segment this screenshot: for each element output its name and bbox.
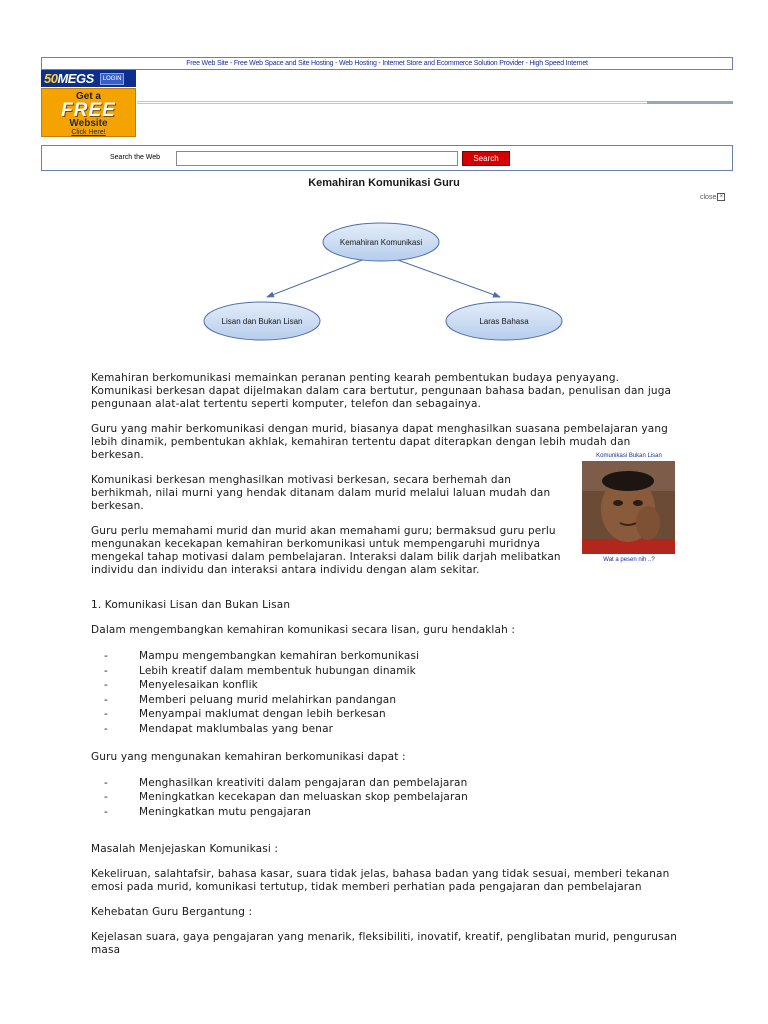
- article-paragraph-2: Guru yang mahir berkomunikasi dengan murid, biasanya dapat menghasilkan suasana pembelajaran yang lebih dinamik, pembentukan akhlak, kemahiran tertentu dapat diterapkan dengan lebih mudah dan berkesan.: [91, 423, 668, 461]
- article-paragraph-3: Komunikasi berkesan menghasilkan motivasi berkesan, secara berhemah dan berhikmah, nilai murni yang hendak ditanam dalam murid melalui laluan mudah dan berkesan.: [91, 474, 551, 512]
- 50megs-logo-bar[interactable]: [41, 70, 136, 87]
- list-item: - Lebih kreatif dalam membentuk hubungan dinamik: [91, 664, 681, 679]
- free-website-ad[interactable]: [41, 88, 136, 137]
- list-item: - Memberi peluang murid melahirkan pandangan: [91, 693, 681, 708]
- search-label: Search the Web: [110, 154, 161, 161]
- list-benefits: [91, 776, 681, 820]
- list-item: - Mampu mengembangkan kemahiran berkomunikasi: [91, 649, 681, 664]
- free-ad-website: Website: [69, 118, 108, 129]
- diagram-node-right: Laras Bahasa: [479, 317, 529, 326]
- free-ad-get: Get a: [75, 91, 101, 102]
- masalah-heading: Masalah Menjejaskan Komunikasi :: [91, 843, 279, 856]
- logo-number: 50: [44, 71, 58, 86]
- kehebatan-heading: Kehebatan Guru Bergantung :: [91, 906, 253, 919]
- click-here-link[interactable]: Click Here!: [71, 129, 106, 136]
- kehebatan-text: Kejelasan suara, gaya pengajaran yang menarik, fleksibiliti, inovatif, kreatif, penglibatan murid, pengurusan masa: [91, 931, 678, 957]
- article-paragraph-1: Kemahiran berkomunikasi memainkan peranan penting kearah pembentukan budaya penyayang. Komunikasi berkesan dapat dijelmakan dalam cara bertutur, pengunaan bahasa badan, penulisan dan juga pengunaan alat-alat tertentu seperti komputer, telefon dan sebagainya.: [91, 372, 672, 410]
- close-button[interactable]: [700, 193, 725, 201]
- article-content: [91, 372, 681, 969]
- list-item: - Meningkatkan kecekapan dan meluaskan skop pembelajaran: [91, 790, 681, 805]
- ad-links-bar[interactable]: Free Web Site - Free Web Space and Site Hosting - Web Hosting - Internet Store and Ecommerce Solution Provider - High Speed Internet: [41, 57, 733, 70]
- page-title: Kemahiran Komunikasi Guru: [308, 177, 460, 189]
- free-ad-headline: FREE: [61, 100, 116, 121]
- list-item: - Menghasilkan kreativiti dalam pengajaran dan pembelajaran: [91, 776, 681, 791]
- login-button[interactable]: LOGIN: [100, 73, 125, 85]
- list-item: - Menyelesaikan konflik: [91, 678, 681, 693]
- search-input[interactable]: [176, 151, 458, 166]
- search-button[interactable]: Search: [462, 151, 510, 166]
- search-bar: [41, 145, 733, 171]
- 50megs-logo[interactable]: [41, 71, 94, 86]
- ad-banner[interactable]: [41, 70, 136, 137]
- list-item: - Mendapat maklumbalas yang benar: [91, 722, 681, 737]
- list-skills: [91, 649, 681, 737]
- diagram-arrow-left: [267, 259, 365, 297]
- section1-heading: 1. Komunikasi Lisan dan Bukan Lisan: [91, 599, 291, 611]
- logo-text: MEGS: [57, 71, 94, 86]
- close-icon: ×: [717, 193, 725, 201]
- masalah-text: Kekeliruan, salahtafsir, bahasa kasar, suara tidak jelas, bahasa badan yang tidak sesuai, memberi tekanan emosi pada murid, komunikasi tertutup, tidak memberi perhatian pada pengajaran dan pembelajaran: [91, 868, 670, 894]
- photo-caption-bottom: Wat a pesen nih ..?: [603, 557, 655, 563]
- list-item: - Meningkatkan mutu pengajaran: [91, 805, 681, 820]
- diagram-node-left: Lisan dan Bukan Lisan: [221, 317, 303, 326]
- list-item: - Menyampai maklumat dengan lebih berkesan: [91, 707, 681, 722]
- close-label: close: [700, 193, 717, 201]
- diagram-arrow-right: [395, 259, 500, 297]
- section1-intro2: Guru yang mengunakan kemahiran berkomunikasi dapat :: [91, 750, 406, 763]
- communication-diagram: [195, 215, 575, 350]
- diagram-node-root: Kemahiran Komunikasi: [339, 238, 423, 247]
- article-paragraph-4: Guru perlu memahami murid dan murid akan memahami guru; bermaksud guru perlu mengunakan kecekapan kemahiran berkomunikasi untuk mempengaruhi muridnya mengekal tahap motivasi dalam pembelajaran. Interaksi dalam bilik darjah melibatkan individu dan individu dan interaksi antara individu dengan alam sekitar.: [91, 525, 561, 576]
- ad-divider: [137, 101, 733, 104]
- photo-caption-top: Komunikasi Bukan Lisan: [596, 453, 662, 459]
- section1-intro: Dalam mengembangkan kemahiran komunikasi secara lisan, guru hendaklah :: [91, 624, 516, 636]
